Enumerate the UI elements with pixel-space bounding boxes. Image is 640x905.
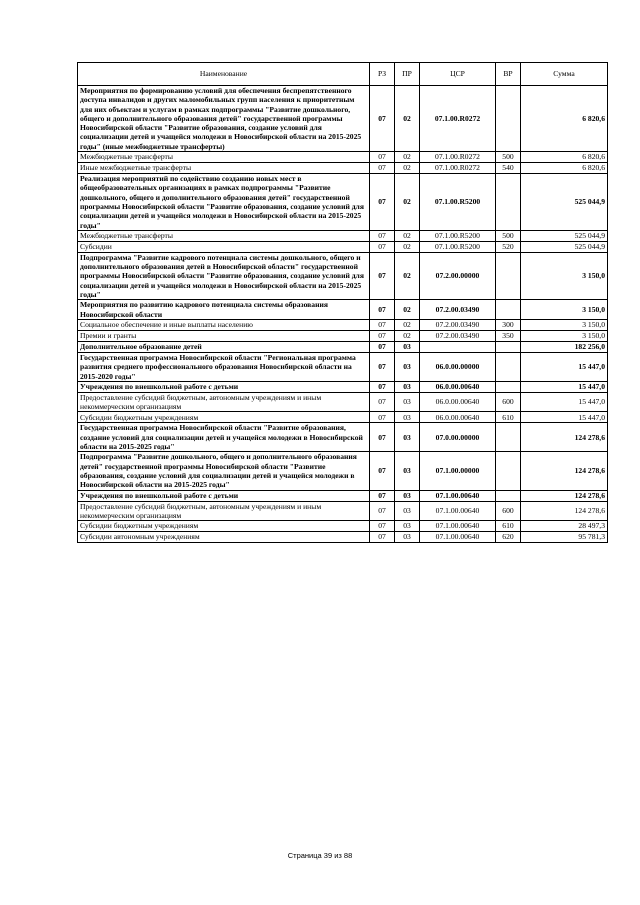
cell-vr: 600	[496, 392, 521, 412]
cell-vr	[496, 352, 521, 381]
cell-vr	[496, 341, 521, 352]
cell-csr: 07.1.00.R0272	[420, 152, 496, 163]
cell-name: Реализация мероприятий по содействию созданию новых мест в общеобразовательных организациях в рамках подпрограммы "Развитие дошкольного, общего и дополнительного образования детей" государственной программы Новосибирской области "Развитие образования, создание условий для социализации детей и учащейся молодежи в Новосибирской области на 2015-2025 годы"	[78, 174, 370, 231]
cell-vr: 300	[496, 319, 521, 330]
cell-vr: 500	[496, 230, 521, 241]
cell-vr: 600	[496, 501, 521, 521]
cell-vr: 540	[496, 163, 521, 174]
cell-sum: 6 820,6	[521, 152, 608, 163]
cell-sum: 28 497,3	[521, 521, 608, 532]
cell-sum: 3 150,0	[521, 319, 608, 330]
cell-sum: 525 044,9	[521, 230, 608, 241]
cell-sum: 525 044,9	[521, 241, 608, 252]
cell-pr: 03	[395, 392, 420, 412]
cell-rz: 07	[370, 423, 395, 452]
cell-vr: 520	[496, 241, 521, 252]
cell-vr	[496, 174, 521, 231]
cell-vr: 500	[496, 152, 521, 163]
cell-csr: 06.0.00.00640	[420, 381, 496, 392]
cell-name: Премии и гранты	[78, 330, 370, 341]
cell-csr: 06.0.00.00640	[420, 412, 496, 423]
cell-sum: 525 044,9	[521, 174, 608, 231]
cell-rz: 07	[370, 490, 395, 501]
cell-sum: 15 447,0	[521, 381, 608, 392]
table-row	[78, 532, 608, 543]
table-row	[78, 490, 608, 501]
table-row	[78, 452, 608, 490]
cell-pr: 03	[395, 521, 420, 532]
cell-rz: 07	[370, 341, 395, 352]
cell-name: Межбюджетные трансферты	[78, 152, 370, 163]
cell-name: Дополнительное образование детей	[78, 341, 370, 352]
cell-csr: 07.1.00.R5200	[420, 230, 496, 241]
cell-vr: 350	[496, 330, 521, 341]
cell-name: Мероприятия по формированию условий для обеспечения беспрепятственного доступа инвалидов и других маломобильных групп населения к приоритетным для них объектам и услугам в рамках подпрограммы "Развитие дошкольного, общего и дополнительного образования детей" государственной программы Новосибирской области "Развитие образования, создание условий для социализации детей и учащейся молодежи в Новосибирской области на 2015-2025 годы" (иные межбюджетные трансферты)	[78, 86, 370, 152]
cell-pr: 03	[395, 532, 420, 543]
table-header-row	[78, 63, 608, 86]
table-row	[78, 152, 608, 163]
cell-rz: 07	[370, 319, 395, 330]
cell-name: Субсидии бюджетным учреждениям	[78, 521, 370, 532]
cell-vr	[496, 252, 521, 299]
cell-name: Иные межбюджетные трансферты	[78, 163, 370, 174]
cell-name: Межбюджетные трансферты	[78, 230, 370, 241]
cell-sum: 124 278,6	[521, 501, 608, 521]
cell-sum: 182 256,0	[521, 341, 608, 352]
cell-name: Социальное обеспечение и иные выплаты населению	[78, 319, 370, 330]
table-row	[78, 300, 608, 320]
cell-csr: 07.1.00.00640	[420, 490, 496, 501]
cell-sum: 15 447,0	[521, 392, 608, 412]
cell-csr: 07.2.00.00000	[420, 252, 496, 299]
cell-sum: 124 278,6	[521, 423, 608, 452]
cell-csr: 06.0.00.00000	[420, 352, 496, 381]
cell-rz: 07	[370, 452, 395, 490]
table-row	[78, 352, 608, 381]
cell-rz: 07	[370, 521, 395, 532]
budget-table	[77, 62, 608, 543]
header-name: Наименование	[78, 63, 370, 86]
cell-rz: 07	[370, 381, 395, 392]
table-row	[78, 163, 608, 174]
cell-sum: 124 278,6	[521, 452, 608, 490]
cell-pr: 02	[395, 300, 420, 320]
table-row	[78, 252, 608, 299]
table-row	[78, 174, 608, 231]
cell-pr: 03	[395, 423, 420, 452]
cell-pr: 03	[395, 501, 420, 521]
table-row	[78, 501, 608, 521]
cell-name: Предоставление субсидий бюджетным, автономным учреждениям и иным некоммерческим организациям	[78, 392, 370, 412]
header-csr: ЦСР	[420, 63, 496, 86]
cell-pr: 02	[395, 174, 420, 231]
cell-name: Предоставление субсидий бюджетным, автономным учреждениям и иным некоммерческим организациям	[78, 501, 370, 521]
cell-csr: 07.1.00.00640	[420, 532, 496, 543]
table-row	[78, 341, 608, 352]
cell-csr: 07.2.00.03490	[420, 330, 496, 341]
cell-pr: 03	[395, 341, 420, 352]
cell-sum: 15 447,0	[521, 352, 608, 381]
cell-vr	[496, 490, 521, 501]
cell-pr: 02	[395, 319, 420, 330]
cell-pr: 03	[395, 412, 420, 423]
cell-pr: 03	[395, 490, 420, 501]
table-row	[78, 521, 608, 532]
cell-name: Учреждения по внешкольной работе с детьми	[78, 381, 370, 392]
cell-csr: 07.1.00.00000	[420, 452, 496, 490]
cell-vr	[496, 423, 521, 452]
cell-vr: 620	[496, 532, 521, 543]
cell-sum: 3 150,0	[521, 300, 608, 320]
cell-sum: 15 447,0	[521, 412, 608, 423]
cell-name: Субсидии бюджетным учреждениям	[78, 412, 370, 423]
table-row	[78, 319, 608, 330]
cell-pr: 02	[395, 241, 420, 252]
cell-sum: 3 150,0	[521, 252, 608, 299]
cell-sum: 95 781,3	[521, 532, 608, 543]
table-row	[78, 423, 608, 452]
cell-csr: 07.2.00.03490	[420, 319, 496, 330]
cell-pr: 02	[395, 330, 420, 341]
cell-rz: 07	[370, 392, 395, 412]
cell-rz: 07	[370, 412, 395, 423]
cell-name: Субсидии автономным учреждениям	[78, 532, 370, 543]
cell-vr	[496, 381, 521, 392]
cell-vr: 610	[496, 521, 521, 532]
cell-csr	[420, 341, 496, 352]
header-pr: ПР	[395, 63, 420, 86]
cell-name: Субсидии	[78, 241, 370, 252]
cell-rz: 07	[370, 330, 395, 341]
cell-sum: 6 820,6	[521, 163, 608, 174]
cell-rz: 07	[370, 152, 395, 163]
table-row	[78, 412, 608, 423]
cell-pr: 02	[395, 230, 420, 241]
cell-vr	[496, 452, 521, 490]
cell-rz: 07	[370, 501, 395, 521]
table-row	[78, 330, 608, 341]
cell-name: Мероприятия по развитию кадрового потенциала системы образования Новосибирской области	[78, 300, 370, 320]
cell-sum: 124 278,6	[521, 490, 608, 501]
cell-csr: 07.1.00.R0272	[420, 163, 496, 174]
cell-csr: 06.0.00.00640	[420, 392, 496, 412]
cell-csr: 07.1.00.R0272	[420, 86, 496, 152]
table-row	[78, 86, 608, 152]
header-rz: РЗ	[370, 63, 395, 86]
cell-pr: 03	[395, 381, 420, 392]
cell-csr: 07.1.00.R5200	[420, 174, 496, 231]
cell-pr: 02	[395, 163, 420, 174]
cell-vr: 610	[496, 412, 521, 423]
cell-rz: 07	[370, 252, 395, 299]
cell-pr: 02	[395, 152, 420, 163]
header-vr: ВР	[496, 63, 521, 86]
cell-name: Государственная программа Новосибирской области "Региональная программа развития среднего профессионального образования Новосибирской области на 2015-2020 годы"	[78, 352, 370, 381]
cell-pr: 03	[395, 352, 420, 381]
cell-sum: 3 150,0	[521, 330, 608, 341]
cell-csr: 07.1.00.00640	[420, 521, 496, 532]
cell-name: Подпрограмма "Развитие кадрового потенциала системы дошкольного, общего и дополнительного образования детей в Новосибирской области" государственной программы Новосибирской области "Развитие образования, создание условий для социализации детей и учащейся молодежи в Новосибирской области на 2015-2025 годы"	[78, 252, 370, 299]
cell-rz: 07	[370, 230, 395, 241]
table-row	[78, 230, 608, 241]
cell-vr	[496, 86, 521, 152]
cell-vr	[496, 300, 521, 320]
cell-rz: 07	[370, 300, 395, 320]
cell-csr: 07.1.00.R5200	[420, 241, 496, 252]
cell-rz: 07	[370, 163, 395, 174]
cell-pr: 03	[395, 452, 420, 490]
cell-rz: 07	[370, 532, 395, 543]
page-number: Страница 39 из 88	[287, 851, 353, 860]
table-body	[78, 86, 608, 543]
cell-name: Подпрограмма "Развитие дошкольного, общего и дополнительного образования детей" государственной программы Новосибирской области "Развитие образования, создание условий для социализации детей и учащейся молодежи в Новосибирской области на 2015-2025 годы"	[78, 452, 370, 490]
cell-rz: 07	[370, 86, 395, 152]
cell-rz: 07	[370, 352, 395, 381]
cell-csr: 07.1.00.00640	[420, 501, 496, 521]
table-row	[78, 392, 608, 412]
table-row	[78, 381, 608, 392]
header-sum: Сумма	[521, 63, 608, 86]
table-row	[78, 241, 608, 252]
cell-name: Государственная программа Новосибирской области "Развитие образования, создание условий для социализации детей и учащейся молодежи в Новосибирской области на 2015-2025 годы"	[78, 423, 370, 452]
cell-pr: 02	[395, 252, 420, 299]
cell-pr: 02	[395, 86, 420, 152]
cell-sum: 6 820,6	[521, 86, 608, 152]
cell-csr: 07.2.00.03490	[420, 300, 496, 320]
cell-rz: 07	[370, 174, 395, 231]
cell-csr: 07.0.00.00000	[420, 423, 496, 452]
cell-rz: 07	[370, 241, 395, 252]
cell-name: Учреждения по внешкольной работе с детьми	[78, 490, 370, 501]
